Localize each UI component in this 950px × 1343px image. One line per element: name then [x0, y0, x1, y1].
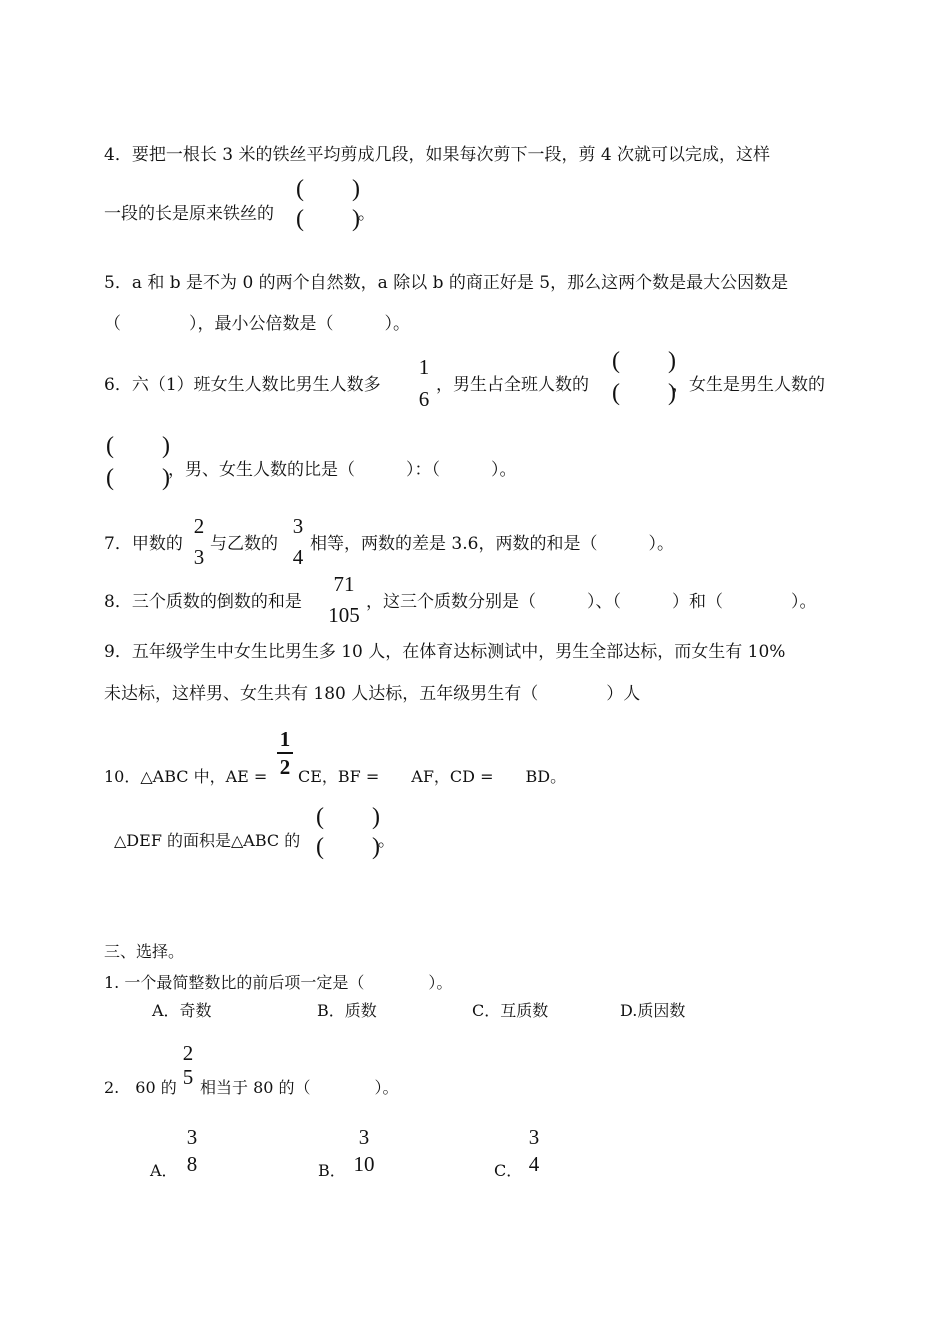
q8-fraction-numerator: 71	[333, 572, 355, 596]
s3-q1-option-a[interactable]: A．奇数	[152, 1001, 212, 1020]
q10-fraction-denominator: 2	[279, 755, 291, 779]
q7-f2-numerator: 3	[292, 514, 304, 538]
s3-q1-option-d[interactable]: D.质因数	[620, 1001, 686, 1020]
q10-line2: △DEF 的面积是△ABC 的	[114, 831, 301, 850]
q10-fraction-numerator: 1	[279, 727, 291, 751]
q4-end: 。	[358, 204, 375, 224]
s3-q2-option-a-numerator: 3	[186, 1125, 198, 1149]
s3-q2-option-c-denominator: 4	[528, 1152, 540, 1176]
q5-line2: （ ），最小公倍数是（ ）。	[104, 314, 410, 334]
q4-blank-numerator[interactable]: ( )	[296, 176, 360, 202]
q10-blank-denominator[interactable]: ( )	[316, 834, 380, 860]
q8-part1: 8．三个质数的倒数的和是	[104, 592, 302, 612]
s3-q1-option-b[interactable]: B．质数	[317, 1001, 377, 1020]
s3-q1-stem: 1. 一个最简整数比的前后项一定是（ ）。	[104, 973, 453, 992]
q5-line1: 5．a 和 b 是不为 0 的两个自然数，a 除以 b 的商正好是 5，那么这两个数是最大公因数是	[104, 273, 789, 293]
q6-fraction-denominator: 6	[418, 387, 430, 411]
q7-f2-denominator: 4	[292, 545, 304, 569]
q8-part2: ，这三个质数分别是（ ）、（ ）和（ ）。	[366, 592, 817, 612]
q6-blank2-numerator[interactable]: ( )	[106, 433, 170, 459]
section3-title: 三、选择。	[104, 942, 185, 961]
q7-f1-denominator: 3	[193, 545, 205, 569]
q4-blank-denominator[interactable]: ( )	[296, 206, 360, 232]
q10-end: 。	[378, 831, 395, 851]
q6-part1: 6．六（1）班女生人数比男生人数多	[104, 375, 381, 395]
q7-f1-numerator: 2	[193, 514, 205, 538]
s3-q2-option-b-numerator: 3	[358, 1125, 370, 1149]
q6-part2: ，男生占全班人数的	[436, 375, 589, 395]
q10-fraction-bar	[277, 752, 293, 754]
q6-blank1-numerator[interactable]: ( )	[612, 348, 676, 374]
q6-part3: ，女生是男生人数的	[672, 375, 825, 395]
q10-blank-numerator[interactable]: ( )	[316, 804, 380, 830]
s3-q2-fraction-numerator: 2	[182, 1041, 194, 1065]
s3-q2-stem-a: 2. 60 的	[104, 1078, 177, 1097]
q7-part3: 相等，两数的差是 3.6，两数的和是（ ）。	[310, 534, 674, 554]
s3-q2-fraction-denominator: 5	[182, 1065, 194, 1089]
s3-q2-option-c-label[interactable]: C．	[494, 1161, 523, 1180]
q6-blank1-denominator[interactable]: ( )	[612, 380, 676, 406]
q7-part1: 7．甲数的	[104, 534, 183, 554]
q6-line2: ，男、女生人数的比是（ ）：（ ）。	[168, 460, 517, 480]
q7-part2: 与乙数的	[210, 534, 278, 554]
q8-fraction-denominator: 105	[328, 603, 360, 627]
q4-line2: 一段的长是原来铁丝的	[104, 204, 274, 224]
s3-q2-option-a-label[interactable]: A．	[150, 1161, 178, 1180]
q10-part2: CE，BF = AF，CD = BD。	[298, 767, 567, 786]
q6-fraction-numerator: 1	[418, 355, 430, 379]
s3-q2-option-b-denominator: 10	[353, 1152, 375, 1176]
s3-q2-option-c-numerator: 3	[528, 1125, 540, 1149]
q4-line1: 4．要把一根长 3 米的铁丝平均剪成几段，如果每次剪下一段，剪 4 次就可以完成，这样	[104, 145, 771, 165]
s3-q1-option-c[interactable]: C．互质数	[472, 1001, 549, 1020]
q10-part1: 10．△ABC 中，AE =	[104, 767, 268, 786]
q9-line2: 未达标，这样男、女生共有 180 人达标，五年级男生有（ ）人	[104, 684, 641, 704]
q9-line1: 9．五年级学生中女生比男生多 10 人，在体育达标测试中，男生全部达标，而女生有 10%	[104, 642, 786, 662]
s3-q2-stem-b: 相当于 80 的（ ）。	[200, 1078, 399, 1097]
s3-q2-option-b-label[interactable]: B．	[318, 1161, 346, 1180]
s3-q2-option-a-denominator: 8	[186, 1152, 198, 1176]
q6-blank2-denominator[interactable]: ( )	[106, 465, 170, 491]
